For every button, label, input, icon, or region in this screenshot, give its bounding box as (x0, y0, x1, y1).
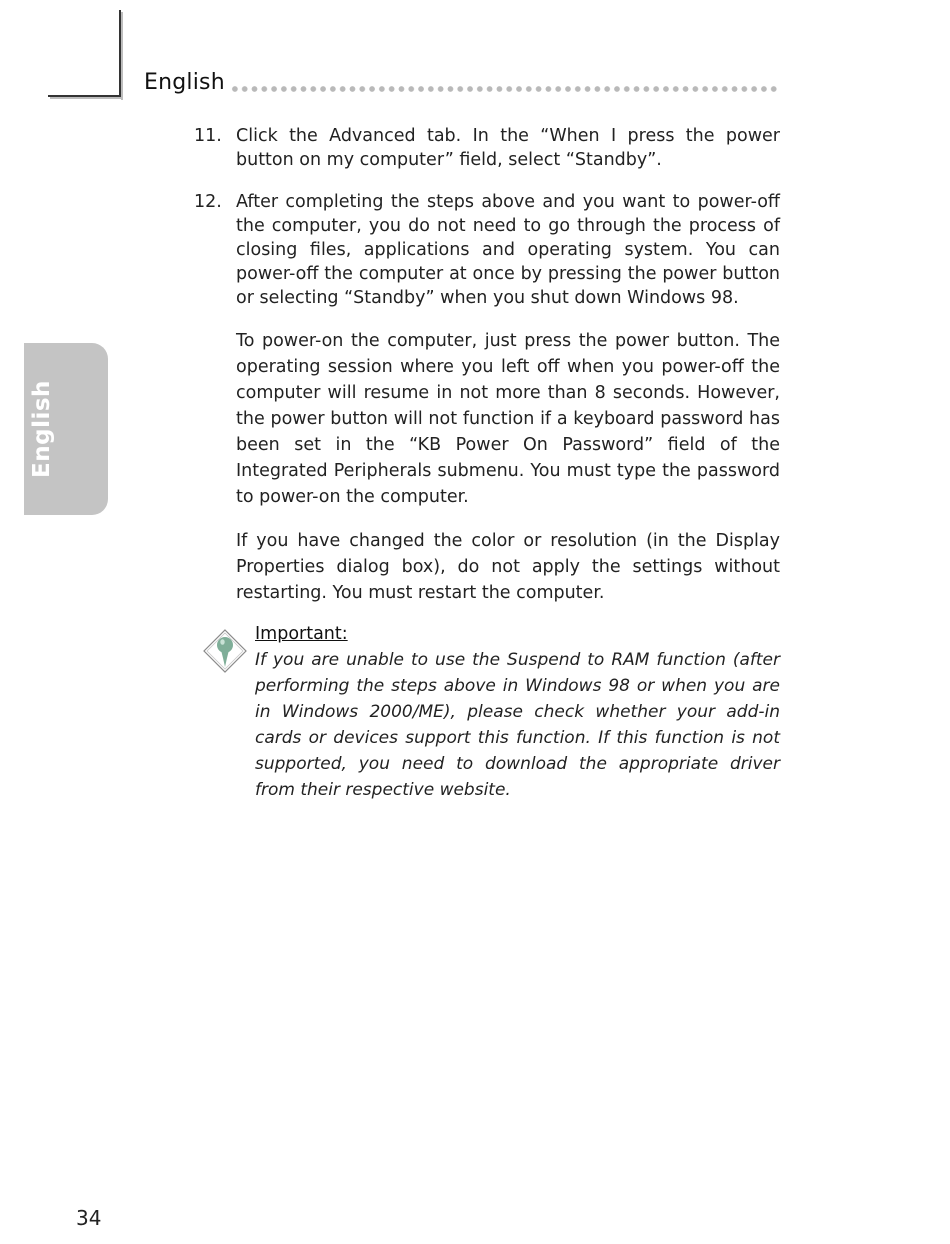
important-text: If you are unable to use the Suspend to RAM function (after performing the steps above in Windows 98 or when you are in Windows 2000/ME), please check whether your add-in cards or devices support this function. If this function is not supported, you need to download the appropriate driver from their respective website. (255, 650, 780, 800)
body-paragraph: To power-on the computer, just press the power button. The operating session where you left off when you power-off the computer will resume in not more than 8 seconds. However, the power button will not function if a keyboard password has been set in the “KB Power On Password” field of the Integrated Peripherals submenu. You must type the password to power-on the computer. (236, 331, 780, 507)
corner-mark-horizontal (48, 95, 121, 97)
body-paragraph: If you have changed the color or resolution (in the Display Properties dialog box), do not apply the settings without restarting. You must restart the computer. (236, 531, 780, 603)
step-number: 11. (194, 126, 222, 146)
side-tab-label: English (29, 380, 55, 478)
step-number: 12. (194, 192, 222, 212)
step-text: Click the Advanced tab. In the “When I press the power button on my computer” field, select “Standby”. (236, 126, 780, 170)
pushpin-icon (202, 628, 248, 674)
section-header-title: English (144, 70, 225, 95)
page-number: 34 (76, 1206, 102, 1230)
step-item (194, 124, 780, 172)
main-content (194, 124, 780, 624)
step-text: After completing the steps above and you want to power-off the computer, you do not need to go through the process of closing files, applications and operating system. You can power-off the computer at once by pressing the power button or selecting “Standby” when you shut down Windows 98. (236, 192, 780, 308)
important-title: Important: (255, 624, 348, 644)
header-dotted-rule (230, 85, 780, 93)
step-item (194, 190, 780, 310)
important-body (255, 622, 780, 803)
corner-mark-vertical (119, 10, 121, 98)
important-note (202, 622, 780, 803)
